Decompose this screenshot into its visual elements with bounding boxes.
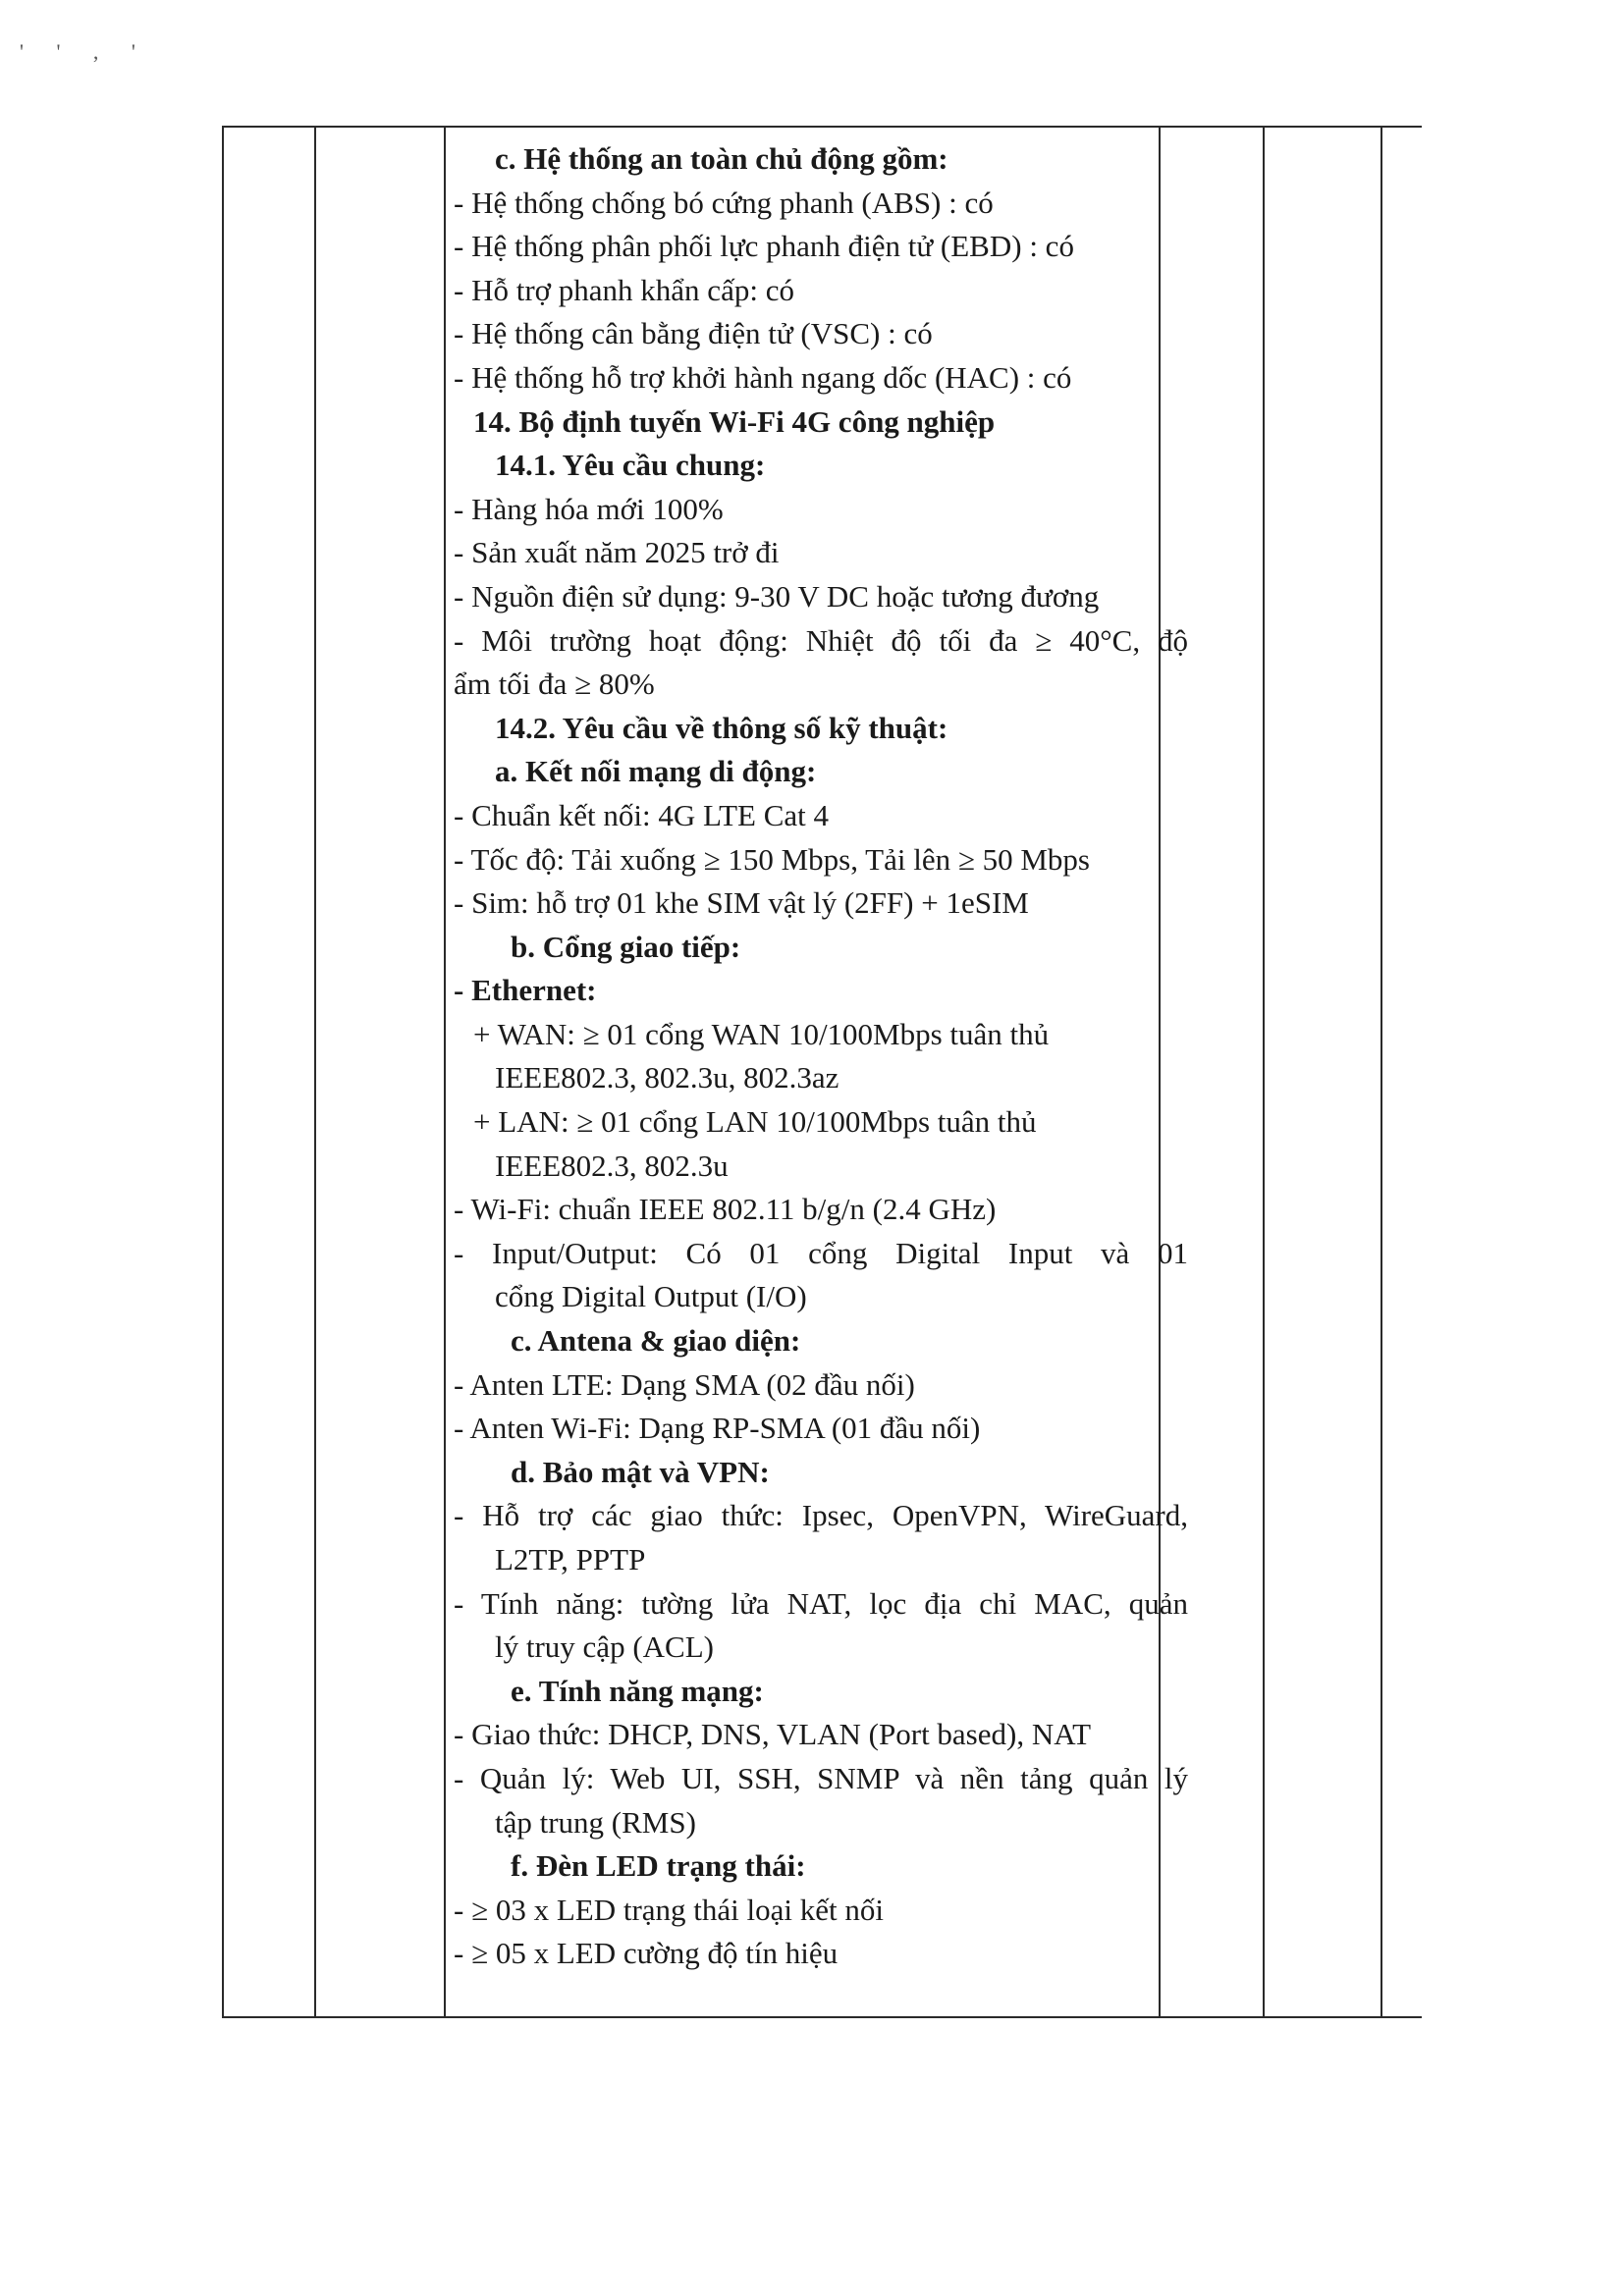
- table-border-top: [222, 126, 1422, 128]
- spec-line: - Giao thức: DHCP, DNS, VLAN (Port based), NAT: [454, 1717, 1092, 1752]
- spec-line: a. Kết nối mạng di động:: [495, 754, 817, 789]
- table-border-bottom: [222, 2016, 1422, 2018]
- spec-line: - Sản xuất năm 2025 trở đi: [454, 535, 780, 570]
- spec-line: - Nguồn điện sử dụng: 9-30 V DC hoặc tương đương: [454, 578, 1100, 614]
- spec-line: L2TP, PPTP: [495, 1542, 646, 1576]
- spec-line: - Tốc độ: Tải xuống ≥ 150 Mbps, Tải lên ≥ 50 Mbps: [454, 841, 1090, 877]
- spec-line: ẩm tối đa ≥ 80%: [454, 667, 655, 702]
- spec-line: c. Antena & giao diện:: [511, 1323, 801, 1359]
- spec-line: - Tính năng: tường lửa NAT, lọc địa chỉ MAC, quản: [454, 1585, 1188, 1621]
- spec-line: 14. Bộ định tuyến Wi-Fi 4G công nghiệp: [473, 403, 996, 439]
- spec-line: - Input/Output: Có 01 cổng Digital Input và 01: [454, 1235, 1188, 1270]
- spec-line: + LAN: ≥ 01 cổng LAN 10/100Mbps tuân thủ: [473, 1104, 1037, 1140]
- spec-line: - Chuẩn kết nối: 4G LTE Cat 4: [454, 797, 830, 832]
- spec-line: - ≥ 03 x LED trạng thái loại kết nối: [454, 1892, 884, 1927]
- spec-line: d. Bảo mật và VPN:: [511, 1454, 770, 1489]
- table-col-divider: [314, 126, 316, 2018]
- spec-line: - Hỗ trợ phanh khẩn cấp: có: [454, 272, 794, 307]
- spec-line: - Hệ thống hỗ trợ khởi hành ngang dốc (HAC) : có: [454, 359, 1072, 395]
- table-border-left: [222, 126, 224, 2018]
- margin-marks: ' ' , ': [20, 39, 149, 64]
- spec-line: f. Đèn LED trạng thái:: [511, 1848, 806, 1884]
- spec-line: 14.2. Yêu cầu về thông số kỹ thuật:: [495, 710, 948, 745]
- spec-line: - Ethernet:: [454, 973, 597, 1008]
- spec-line: - Môi trường hoạt động: Nhiệt độ tối đa ≥ 40°C, độ: [454, 622, 1188, 658]
- table-col-divider: [1263, 126, 1265, 2018]
- spec-line: c. Hệ thống an toàn chủ động gồm:: [495, 141, 948, 176]
- table-col-divider: [444, 126, 446, 2018]
- spec-line: - Hỗ trợ các giao thức: Ipsec, OpenVPN, WireGuard,: [454, 1498, 1188, 1533]
- spec-line: - ≥ 05 x LED cường độ tín hiệu: [454, 1936, 839, 1971]
- spec-line: - Hệ thống chống bó cứng phanh (ABS) : có: [454, 185, 994, 220]
- spec-line: - Hệ thống phân phối lực phanh điện tử (EBD) : có: [454, 229, 1074, 264]
- spec-line: tập trung (RMS): [495, 1804, 696, 1840]
- spec-line: - Hàng hóa mới 100%: [454, 491, 724, 526]
- spec-line: 14.1. Yêu cầu chung:: [495, 448, 766, 483]
- spec-line: - Anten LTE: Dạng SMA (02 đầu nối): [454, 1366, 915, 1402]
- spec-line: IEEE802.3, 802.3u: [495, 1148, 729, 1183]
- spec-cell-content: [454, 137, 1188, 1976]
- spec-line: + WAN: ≥ 01 cổng WAN 10/100Mbps tuân thủ: [473, 1016, 1050, 1051]
- spec-line: b. Cổng giao tiếp:: [511, 929, 741, 964]
- spec-line: IEEE802.3, 802.3u, 802.3az: [495, 1060, 839, 1095]
- spec-line: cổng Digital Output (I/O): [495, 1279, 807, 1314]
- spec-line: - Hệ thống cân bằng điện tử (VSC) : có: [454, 316, 933, 351]
- spec-line: - Sim: hỗ trợ 01 khe SIM vật lý (2FF) + 1eSIM: [454, 885, 1029, 921]
- spec-line: - Anten Wi-Fi: Dạng RP-SMA (01 đầu nối): [454, 1411, 981, 1446]
- spec-line: e. Tính năng mạng:: [511, 1673, 764, 1708]
- spec-line: - Quản lý: Web UI, SSH, SNMP và nền tảng quản lý: [454, 1760, 1188, 1795]
- spec-line: - Wi-Fi: chuẩn IEEE 802.11 b/g/n (2.4 GHz): [454, 1192, 997, 1227]
- table-border-right: [1380, 126, 1382, 2018]
- spec-line: lý truy cập (ACL): [495, 1629, 714, 1665]
